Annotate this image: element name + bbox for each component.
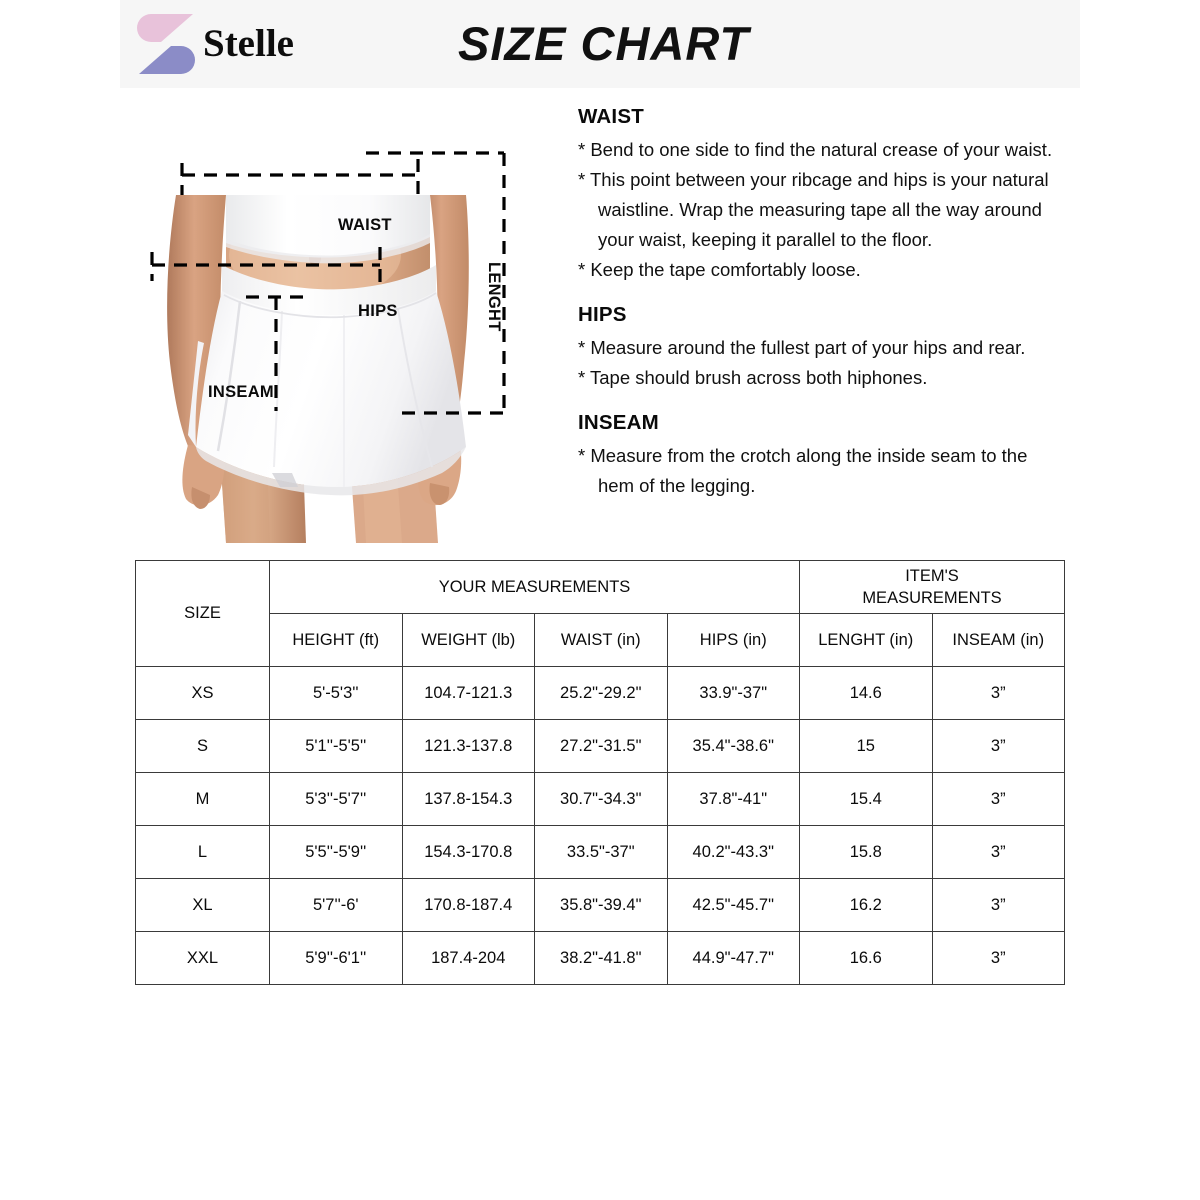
cell-hips: 37.8"-41"	[667, 773, 800, 826]
table-header-row-columns	[136, 614, 1065, 667]
instruction-heading: INSEAM	[578, 411, 659, 434]
table-row	[136, 773, 1065, 826]
group-item-line2: MEASUREMENTS	[862, 589, 1002, 607]
cell-height: 5'7''-6'	[270, 879, 403, 932]
instruction-line: * This point between your ribcage and hips is your natural	[578, 169, 1049, 190]
cell-waist: 38.2"-41.8"	[535, 932, 668, 985]
page-title: SIZE CHART	[458, 17, 750, 70]
cell-size: XS	[136, 667, 270, 720]
cell-lenght: 15.4	[800, 773, 933, 826]
cell-weight: 154.3-170.8	[402, 826, 535, 879]
cell-weight: 121.3-137.8	[402, 720, 535, 773]
cell-size: S	[136, 720, 270, 773]
table-body	[136, 667, 1065, 985]
figure-label-inseam: INSEAM	[208, 383, 274, 401]
figure-label-hips: HIPS	[358, 302, 398, 320]
cell-waist: 33.5"-37"	[535, 826, 668, 879]
column-header-lenght: LENGHT (in)	[800, 614, 933, 667]
cell-inseam: 3”	[932, 879, 1065, 932]
instruction-line: * Tape should brush across both hiphones.	[578, 367, 928, 388]
cell-height: 5'1''-5'5''	[270, 720, 403, 773]
instruction-group-hips	[578, 303, 1078, 393]
cell-inseam: 3”	[932, 720, 1065, 773]
cell-waist: 35.8"-39.4"	[535, 879, 668, 932]
cell-lenght: 16.2	[800, 879, 933, 932]
figure-label-waist: WAIST	[338, 216, 392, 234]
column-header-inseam: INSEAM (in)	[932, 614, 1065, 667]
cell-weight: 104.7-121.3	[402, 667, 535, 720]
cell-hips: 33.9"-37"	[667, 667, 800, 720]
figure-label-length: LENGHT	[485, 262, 503, 332]
cell-hips: 44.9"-47.7"	[667, 932, 800, 985]
cell-height: 5'-5'3''	[270, 667, 403, 720]
cell-waist: 30.7"-34.3"	[535, 773, 668, 826]
cell-weight: 170.8-187.4	[402, 879, 535, 932]
table-row	[136, 667, 1065, 720]
measuring-instructions	[578, 105, 1078, 517]
table-row	[136, 720, 1065, 773]
brand-name: Stelle	[203, 22, 294, 65]
cell-height: 5'3''-5'7''	[270, 773, 403, 826]
cell-size: XXL	[136, 932, 270, 985]
instruction-line: * Bend to one side to find the natural crease of your waist.	[578, 139, 1053, 160]
cell-inseam: 3”	[932, 826, 1065, 879]
column-header-hips: HIPS (in)	[667, 614, 800, 667]
table-header-row-groups	[136, 561, 1065, 614]
table-row	[136, 932, 1065, 985]
cell-weight: 137.8-154.3	[402, 773, 535, 826]
cell-lenght: 14.6	[800, 667, 933, 720]
cell-weight: 187.4-204	[402, 932, 535, 985]
instruction-line: waistline. Wrap the measuring tape all the way around	[598, 199, 1042, 220]
column-header-size: SIZE	[136, 561, 270, 667]
cell-hips: 42.5"-45.7"	[667, 879, 800, 932]
column-header-weight: WEIGHT (lb)	[402, 614, 535, 667]
cell-size: M	[136, 773, 270, 826]
cell-waist: 27.2"-31.5"	[535, 720, 668, 773]
cell-height: 5'9''-6'1''	[270, 932, 403, 985]
cell-hips: 40.2"-43.3"	[667, 826, 800, 879]
cell-inseam: 3”	[932, 773, 1065, 826]
cell-inseam: 3”	[932, 667, 1065, 720]
instruction-line: * Keep the tape comfortably loose.	[578, 259, 861, 280]
instruction-line: hem of the legging.	[598, 475, 756, 496]
column-header-waist: WAIST (in)	[535, 614, 668, 667]
group-item-line1: ITEM'S	[905, 567, 959, 585]
instruction-heading: WAIST	[578, 105, 644, 128]
cell-size: XL	[136, 879, 270, 932]
cell-hips: 35.4"-38.6"	[667, 720, 800, 773]
column-header-height: HEIGHT (ft)	[270, 614, 403, 667]
cell-height: 5'5''-5'9''	[270, 826, 403, 879]
instruction-line: * Measure around the fullest part of your hips and rear.	[578, 337, 1026, 358]
cell-lenght: 15.8	[800, 826, 933, 879]
cell-inseam: 3”	[932, 932, 1065, 985]
table-row	[136, 879, 1065, 932]
stelle-logo-icon	[133, 10, 199, 78]
size-chart-table	[135, 560, 1065, 985]
cell-lenght: 16.6	[800, 932, 933, 985]
instruction-heading: HIPS	[578, 303, 627, 326]
column-group-your-measurements: YOUR MEASUREMENTS	[270, 561, 800, 614]
table-row	[136, 826, 1065, 879]
instruction-group-inseam	[578, 411, 1078, 501]
cell-size: L	[136, 826, 270, 879]
cell-lenght: 15	[800, 720, 933, 773]
instruction-line: your waist, keeping it parallel to the floor.	[598, 229, 933, 250]
instruction-line: * Measure from the crotch along the inside seam to the	[578, 445, 1028, 466]
instruction-group-waist	[578, 105, 1078, 285]
table-head	[136, 561, 1065, 667]
cell-waist: 25.2"-29.2"	[535, 667, 668, 720]
column-group-item-measurements	[800, 561, 1065, 614]
